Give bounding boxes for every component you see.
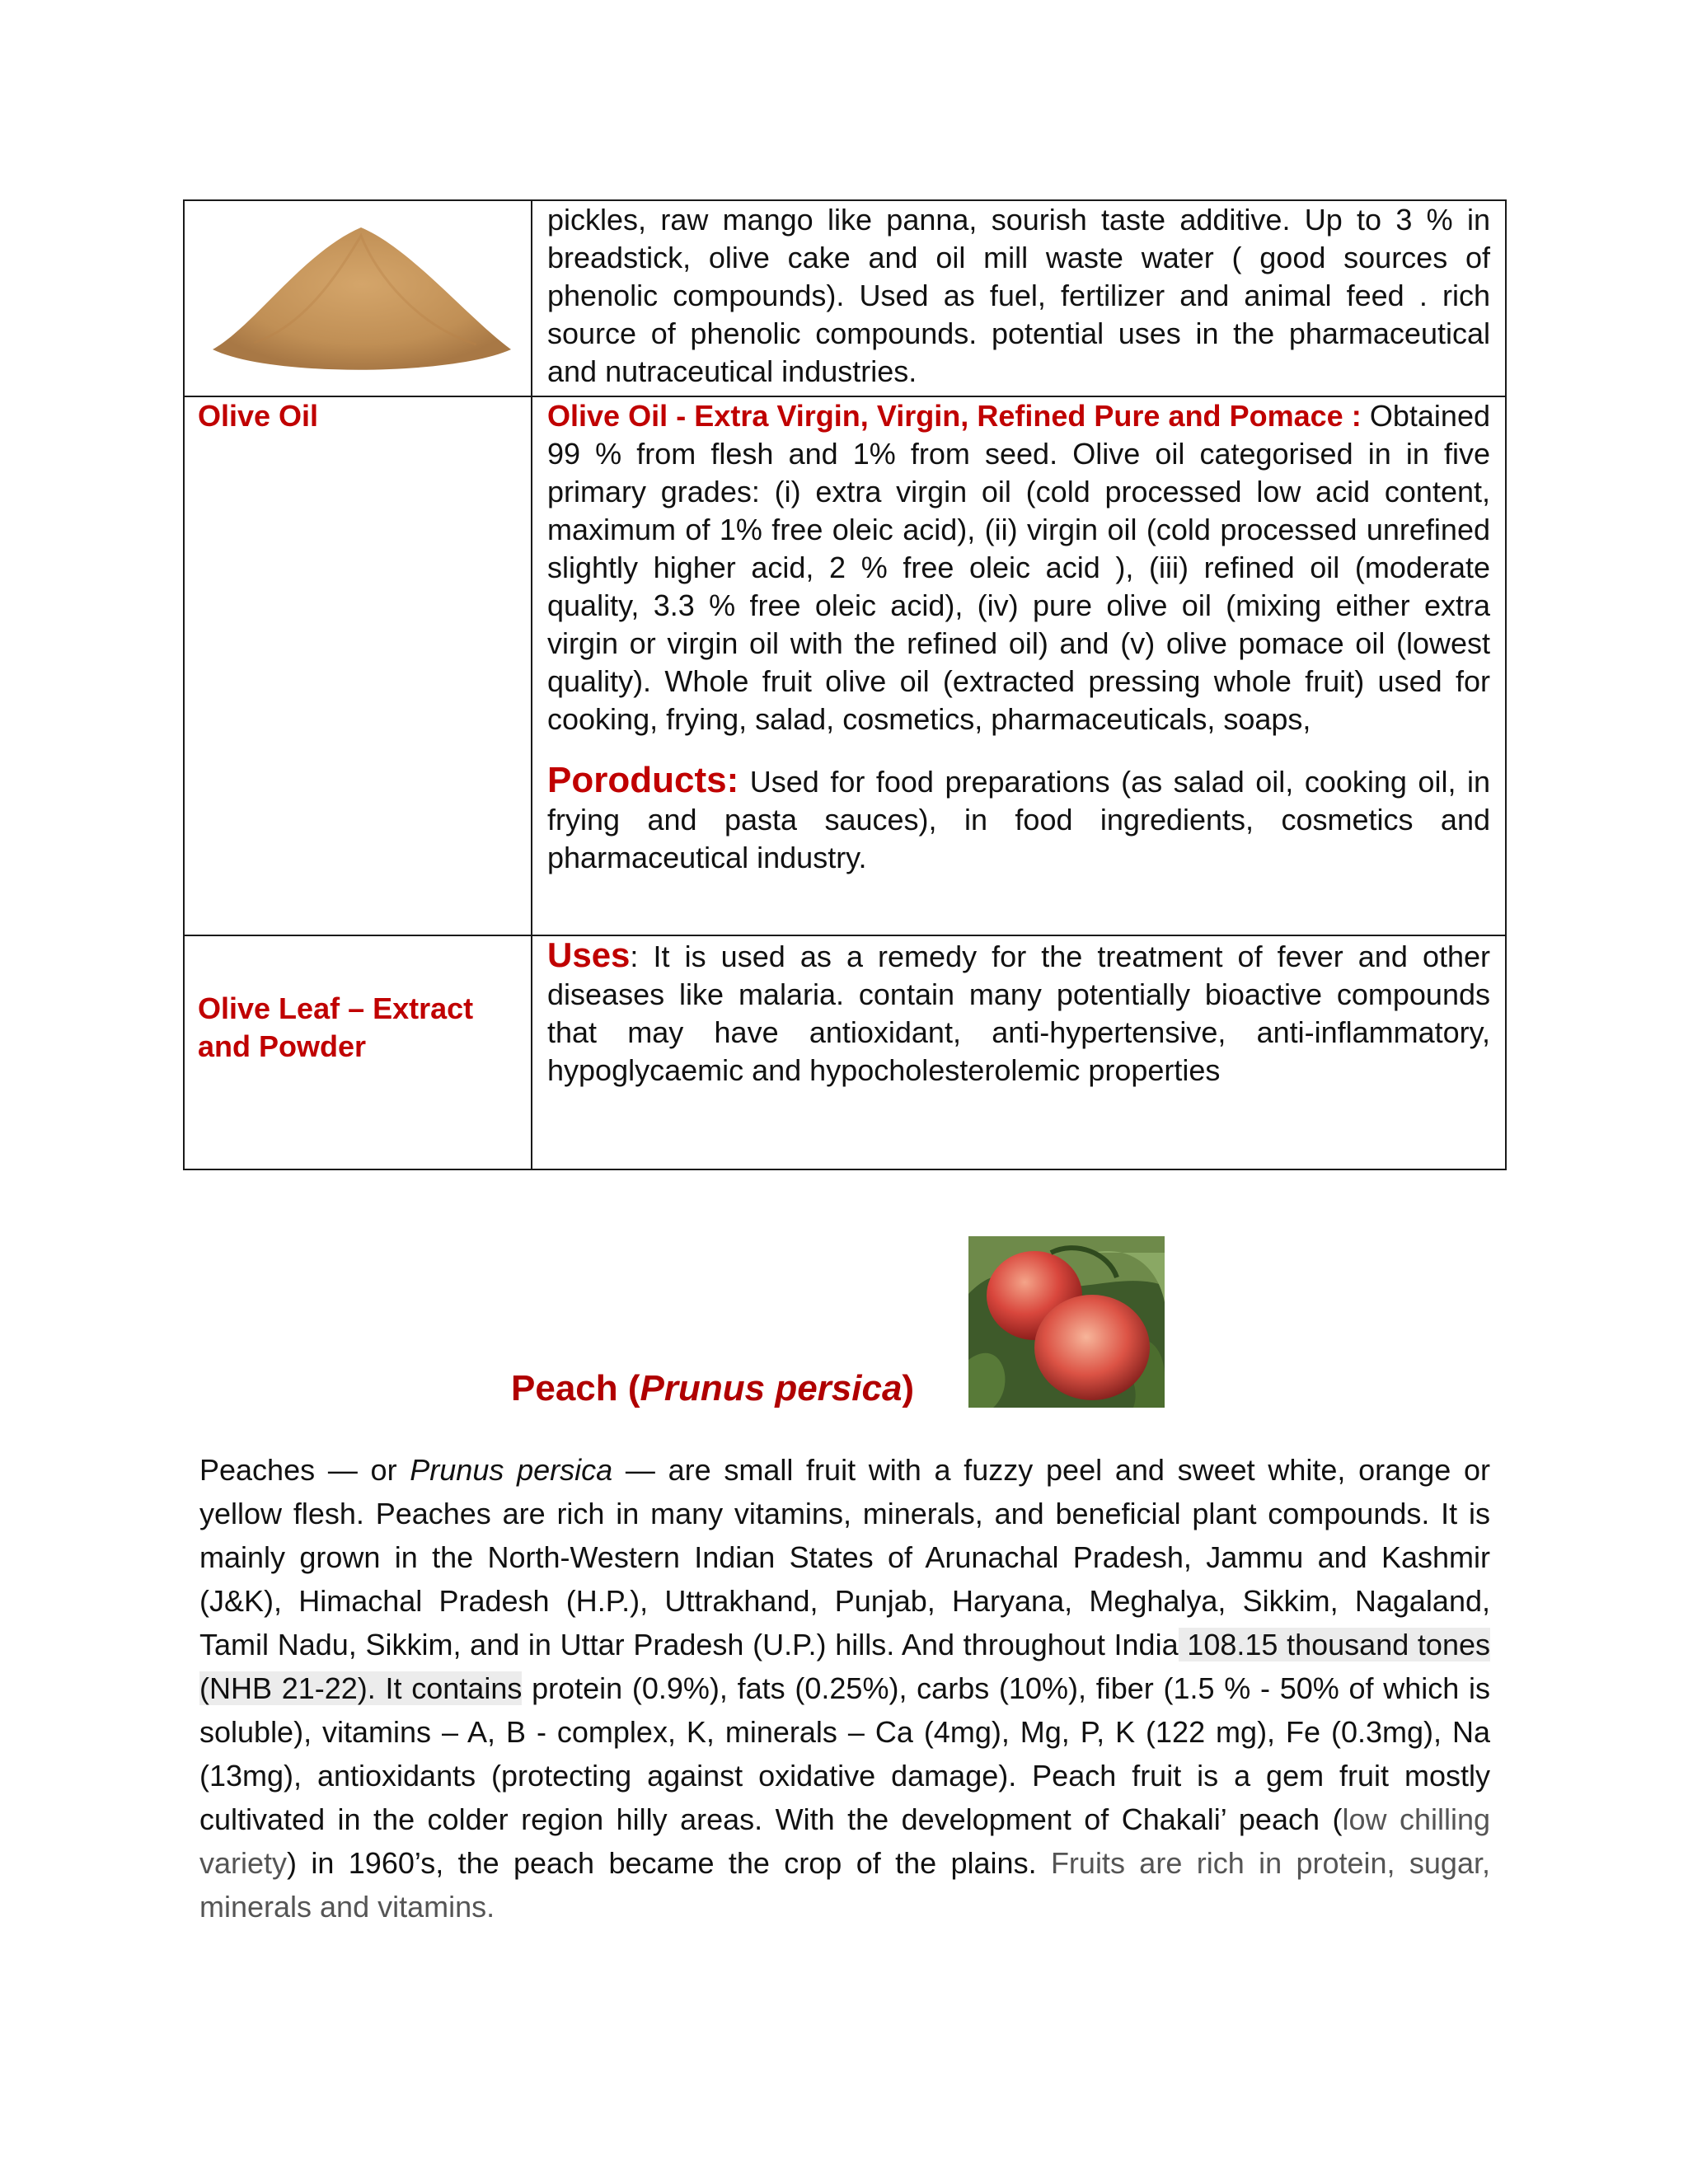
- olive-oil-text: [532, 397, 1505, 877]
- para-text-2: — are small fruit with a fuzzy peel and sweet white, orange or yellow flesh. Peaches are rich in many vitamins, minerals, and beneficial plant compounds. It is mainly grown in the North-Western Indian States of Arunachal Pradesh, Jammu and Kashmir (J&K), Himachal Pradesh (H.P.), Uttrakhand, Punjab, Haryana, Meghalya, Sikkim, Nagaland, Tamil Nadu, Sikkim, and in Uttar Pradesh (U.P.) hills. And throughout India: [199, 1453, 1490, 1661]
- peach-title-scientific: Prunus persica: [640, 1368, 903, 1408]
- table-row: [184, 935, 1506, 1169]
- peach-title-suffix: ): [902, 1368, 915, 1408]
- table-cell-label: [184, 396, 532, 935]
- row1-description: pickles, raw mango like panna, sourish taste additive. Up to 3 % in breadstick, olive cake and oil mill waste water ( good sources of phenolic compounds). Used as fuel, fertilizer and animal feed . rich source of phenolic compounds. potential uses in the pharmaceutical and nutraceutical industries.: [547, 203, 1490, 388]
- uses-colon: :: [630, 939, 639, 973]
- para-text-4: ) in 1960’s, the peach became the crop of the plains.: [287, 1846, 1051, 1880]
- peach-section-title: [511, 1368, 914, 1409]
- products-text: Used for food preparations (as salad oil, cooking oil, in frying and pasta sauces), in food ingredients, cosmetics and pharmaceutical industry.: [547, 765, 1490, 875]
- olive-powder-image: [204, 203, 518, 389]
- olive-products-table: [183, 199, 1507, 1170]
- para-highlight: 108.15 thousand tones (NHB 21-22). It contains: [199, 1628, 1490, 1705]
- olive-oil-heading: Olive Oil - Extra Virgin, Virgin, Refined Pure and Pomace :: [547, 399, 1362, 434]
- para-grey-2: Fruits are rich in protein, sugar, minerals and vitamins.: [199, 1846, 1490, 1924]
- uses-heading: Uses: [547, 935, 631, 974]
- table-cell-description: [532, 200, 1506, 396]
- table-cell-description: [532, 396, 1506, 935]
- olive-oil-label: Olive Oil: [198, 399, 319, 434]
- table-cell-image: [184, 200, 532, 396]
- table-cell-description: [532, 935, 1506, 1169]
- products-heading: Poroducts:: [547, 760, 739, 801]
- peach-fruit-photo: [968, 1236, 1165, 1408]
- table-row: [184, 396, 1506, 935]
- uses-text: It is used as a remedy for the treatment of fever and other diseases like malaria. contain many potentially bioactive compounds that may have antioxidant, anti-hypertensive, anti-inflammatory, hypoglycaemic and hypocholesterolemic properties: [547, 939, 1490, 1087]
- olive-leaf-text: [532, 936, 1505, 1090]
- olive-leaf-label: Olive Leaf – Extract and Powder: [198, 991, 474, 1063]
- para-grey-1: low chilling variety: [199, 1802, 1490, 1880]
- table-cell-label: [184, 935, 532, 1169]
- table-row: [184, 200, 1506, 396]
- para-scientific-name: Prunus persica: [410, 1453, 613, 1487]
- peach-paragraph: [199, 1448, 1490, 1929]
- olive-oil-body: Obtained 99 % from flesh and 1% from seed. Olive oil categorised in in five primary grades: (i) extra virgin oil (cold processed low acid content, maximum of 1% free oleic acid), (ii) virgin oil (cold processed unrefined slightly higher acid, 2 % free oleic acid ), (iii) refined oil (moderate quality, 3.3 % free oleic acid), (iv) pure olive oil (mixing either extra virgin or virgin oil with the refined oil) and (v) olive pomace oil (lowest quality). Whole fruit olive oil (extracted pressing whole fruit) used for cooking, frying, salad, cosmetics, pharmaceuticals, soaps,: [547, 399, 1490, 737]
- para-text-1: Peaches — or: [199, 1453, 410, 1487]
- peach-title-prefix: Peach (: [511, 1368, 640, 1408]
- para-text-3: protein (0.9%), fats (0.25%), carbs (10%), fiber (1.5 % - 50% of which is soluble), vitamins – A, B - complex, K, minerals – Ca (4mg), Mg, P, K (122 mg), Fe (0.3mg), Na (13mg), antioxidants (protecting against oxidative damage). Peach fruit is a gem fruit mostly cultivated in the colder region hilly areas. With the development of Chakali’ peach (: [199, 1671, 1491, 1836]
